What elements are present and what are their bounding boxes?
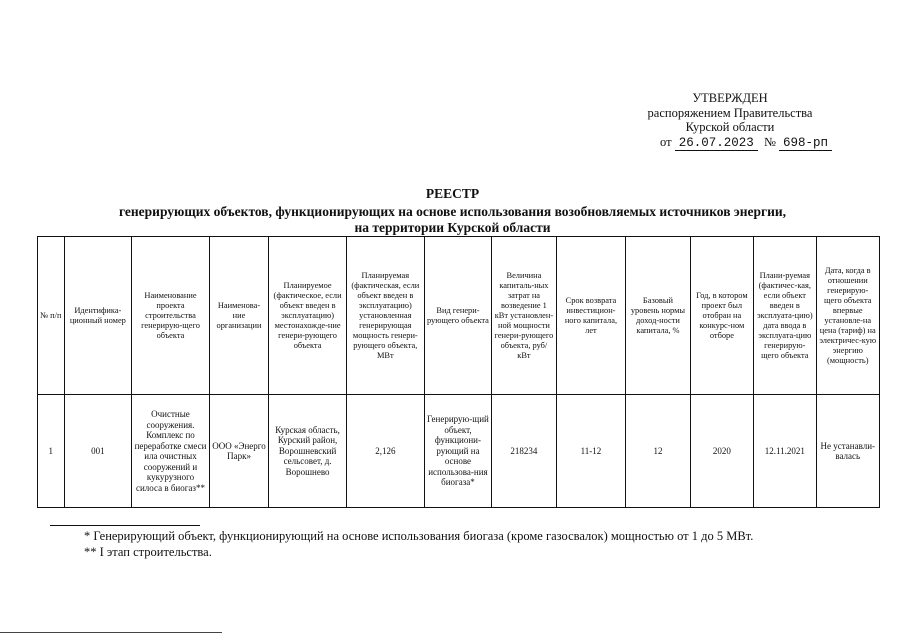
date-prefix: от [660, 134, 672, 149]
approval-heading: УТВЕРЖДЕН [692, 91, 768, 105]
footnote-1: * Генерирующий объект, функционирующий на основе использования биогаза (кроме газосвалок) мощностью от 1 до 5 МВт. [84, 529, 754, 543]
footnote-2: ** I этап строительства. [84, 545, 212, 559]
col-header-number: № п/п [38, 237, 65, 395]
cell-object-type: Генерирую-щий объект, функциони-рующий на основе использова-ния биогаза* [424, 395, 492, 508]
approval-stamp [600, 91, 860, 150]
col-header-capex: Величина капиталь-ных затрат на возведение 1 кВт установлен-ной мощности генери-рующего объекта, руб/кВт [492, 237, 556, 395]
registry-table [37, 236, 880, 508]
table-row [38, 395, 880, 508]
cell-payback: 11-12 [556, 395, 626, 508]
cell-capex: 218234 [492, 395, 556, 508]
cell-capacity: 2,126 [346, 395, 424, 508]
approval-date-row [600, 135, 860, 151]
document-title: РЕЕСТР [425, 186, 480, 201]
cell-number: 1 [38, 395, 65, 508]
cell-return-rate: 12 [626, 395, 690, 508]
col-header-commission-date: Плани-руемая (фактичес-кая, если объект введен в эксплуата-цию) дата ввода в эксплуата-цию генерирую-щего объекта [754, 237, 816, 395]
approval-region: Курской области [685, 120, 775, 134]
scan-edge-line [0, 632, 222, 633]
cell-selection-year: 2020 [690, 395, 753, 508]
cell-tariff-date: Не устанавли-валась [816, 395, 880, 508]
cell-location: Курская область, Курский район, Ворошневский сельсовет, д. Ворошнево [269, 395, 347, 508]
col-header-return-rate: Базовый уровень нормы доход-ности капитала, % [626, 237, 690, 395]
col-header-payback: Срок возврата инвестицион-ного капитала, лет [556, 237, 626, 395]
col-header-id: Идентифика-ционный номер [64, 237, 132, 395]
col-header-object-type: Вид генери-рующего объекта [424, 237, 492, 395]
cell-organization: ООО «Энерго Парк» [209, 395, 268, 508]
number-prefix: № [763, 134, 776, 149]
col-header-organization: Наименова-ние организации [209, 237, 268, 395]
approval-authority: распоряжением Правительства [647, 105, 813, 120]
col-header-tariff-date: Дата, когда в отношении генерирую-щего объекта впервые установле-на цена (тариф) на электричес-кую энергию (мощность) [816, 237, 880, 395]
col-header-project-name: Наименование проекта строительства генерирую-щего объекта [132, 237, 210, 395]
document-subtitle: генерирующих объектов, функционирующих на основе использования возобновляемых источников энергии, [118, 204, 787, 219]
document-subtitle-region: на территории Курской области [354, 220, 551, 235]
approval-date: 26.07.2023 [675, 136, 758, 151]
approval-number: 698-рп [779, 136, 832, 151]
footnote-divider [50, 525, 200, 526]
col-header-capacity: Планируемая (фактическая, если объект введен в эксплуатацию) установленная генерирующая мощность генери-рующего объекта, МВт [346, 237, 424, 395]
table-header-row [38, 237, 880, 395]
cell-commission-date: 12.11.2021 [754, 395, 816, 508]
cell-project-name: Очистные сооружения. Комплекс по переработке смеси ила очистных сооружений и кукурузного силоса в биогаз** [132, 395, 210, 508]
col-header-selection-year: Год, в котором проект был отобран на конкурс-ном отборе [690, 237, 753, 395]
col-header-location: Планируемое (фактическое, если объект введен в эксплуатацию) местонахожде-ние генери-рующего объекта [269, 237, 347, 395]
cell-id: 001 [64, 395, 132, 508]
